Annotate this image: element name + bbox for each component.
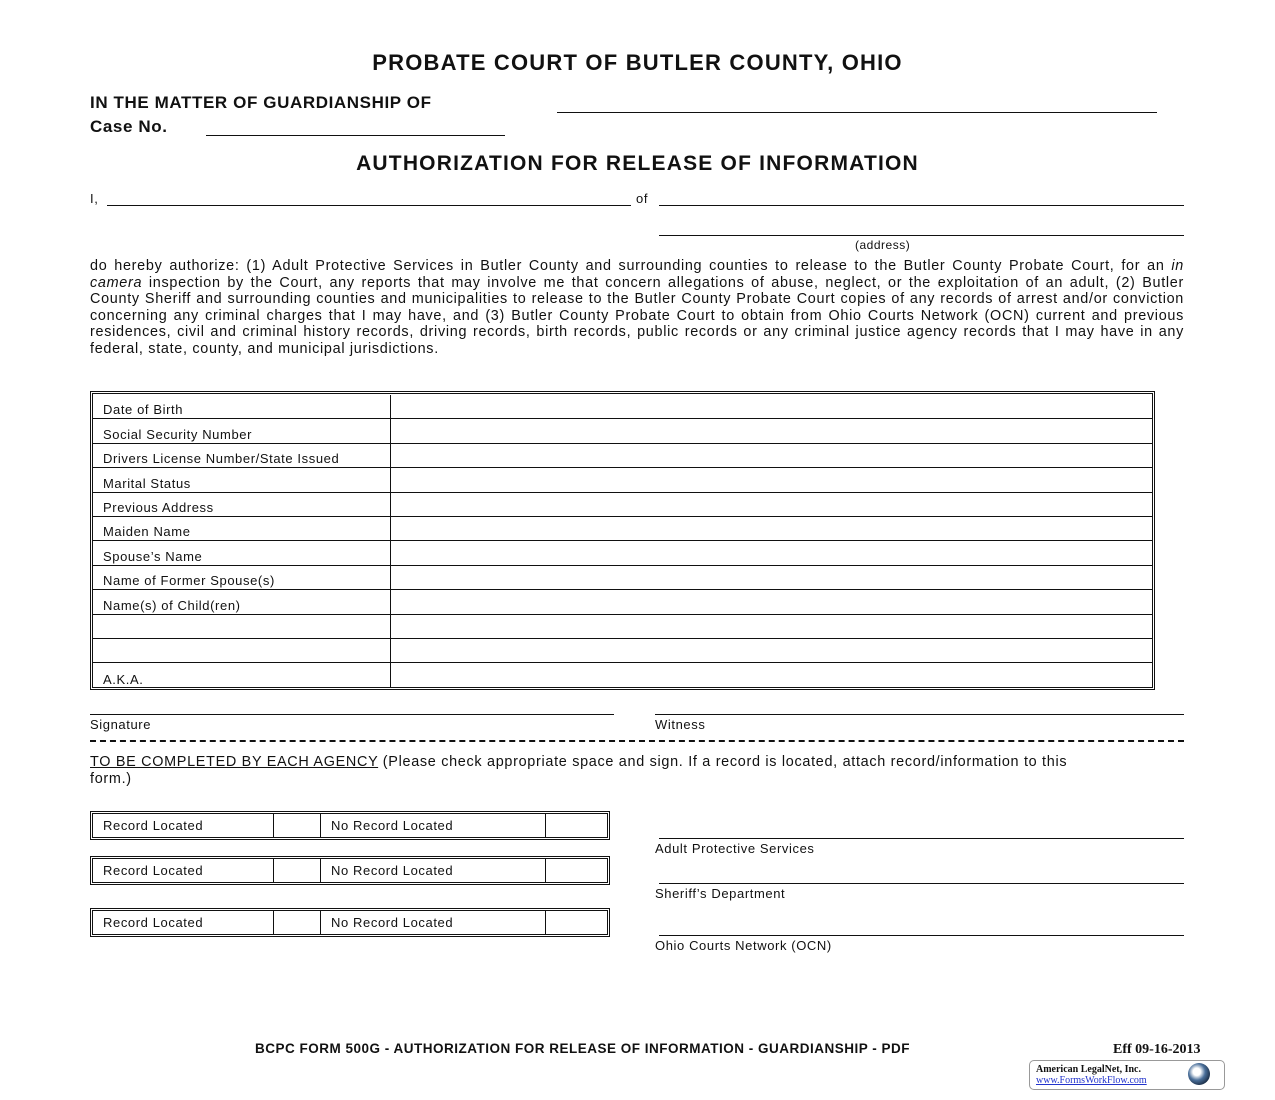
no-record-located-label: No Record Located xyxy=(331,818,454,833)
info-table-row xyxy=(93,468,1152,492)
record-located-label: Record Located xyxy=(103,915,204,930)
of-label: of xyxy=(636,191,649,206)
no-record-located-checkbox[interactable] xyxy=(545,859,604,882)
info-table-row xyxy=(93,639,1152,663)
info-table-row xyxy=(93,615,1152,639)
row-label: Name of Former Spouse(s) xyxy=(103,573,275,589)
column-divider xyxy=(390,493,391,516)
case-number-field[interactable] xyxy=(206,135,505,136)
address-field-1[interactable] xyxy=(659,205,1184,206)
column-divider xyxy=(390,639,391,662)
agency-check-box xyxy=(90,856,610,885)
row-value-field[interactable] xyxy=(392,444,1152,467)
effective-date: Eff 09-16-2013 xyxy=(1113,1042,1201,1057)
row-value-field[interactable] xyxy=(392,395,1152,418)
column-divider xyxy=(390,663,391,687)
row-value-field[interactable] xyxy=(392,639,1152,662)
record-located-label: Record Located xyxy=(103,863,204,878)
row-value-field[interactable] xyxy=(392,590,1152,613)
row-label: Spouse’s Name xyxy=(103,548,203,564)
column-divider xyxy=(390,590,391,613)
column-divider xyxy=(390,468,391,491)
row-value-field[interactable] xyxy=(392,615,1152,638)
record-located-label: Record Located xyxy=(103,818,204,833)
column-divider xyxy=(390,615,391,638)
row-value-field[interactable] xyxy=(392,419,1152,442)
info-table-row xyxy=(93,590,1152,614)
info-table-row xyxy=(93,541,1152,565)
agency-name: Sheriff’s Department xyxy=(655,886,786,901)
matter-label: IN THE MATTER OF GUARDIANSHIP OF xyxy=(90,93,432,112)
authorization-text xyxy=(90,258,1184,358)
info-table-row xyxy=(93,419,1152,443)
text-italic: in camera xyxy=(90,258,1184,291)
row-label: A.K.A. xyxy=(103,671,144,687)
form-name: BCPC FORM 500G - AUTHORIZATION FOR RELEASE OF INFORMATION - GUARDIANSHIP - PDF xyxy=(255,1041,911,1056)
agency-heading: TO BE COMPLETED BY EACH AGENCY xyxy=(90,754,379,770)
no-record-located-label: No Record Located xyxy=(331,863,454,878)
info-table-row xyxy=(93,395,1152,419)
signature-label: Signature xyxy=(90,717,152,732)
agency-signature-line[interactable] xyxy=(659,935,1184,936)
row-label: Social Security Number xyxy=(103,426,253,442)
column-divider xyxy=(390,395,391,418)
info-table-row xyxy=(93,663,1152,687)
info-table-row xyxy=(93,444,1152,468)
guardianship-name-field[interactable] xyxy=(557,112,1157,113)
record-located-checkbox[interactable] xyxy=(273,911,320,934)
vendor-name: American LegalNet, Inc. xyxy=(1036,1064,1141,1075)
column-divider xyxy=(390,541,391,564)
column-divider xyxy=(390,444,391,467)
agency-signature-line[interactable] xyxy=(659,883,1184,884)
row-label: Previous Address xyxy=(103,499,214,515)
column-divider xyxy=(390,517,391,540)
row-label: Name(s) of Child(ren) xyxy=(103,597,241,613)
vendor-link[interactable]: www.FormsWorkFlow.com xyxy=(1036,1075,1147,1086)
agency-instructions xyxy=(90,754,1090,787)
agency-name: Ohio Courts Network (OCN) xyxy=(655,938,832,953)
column-divider xyxy=(390,419,391,442)
text-part: inspection by the Court, any reports that may involve me that concern allegations of abuse, neglect, or the exploitation of an adult, (2) Butler County Sheriff and surrounding counties and municipalities to release to the Butler County Probate Court copies of any records of arrest and/or conviction concerning any criminal charges that I may have, and (3) Butler County Probate Court to obtain from Ohio Courts Network (OCN) current and previous residences, civil and criminal history records, driving records, birth records, public records or any criminal justice agency records that I may have in any federal, state, county, and municipal jurisdictions. xyxy=(90,274,1184,357)
no-record-located-checkbox[interactable] xyxy=(545,814,604,837)
row-value-field[interactable] xyxy=(392,566,1152,589)
row-label: Date of Birth xyxy=(103,402,184,418)
info-table xyxy=(90,391,1155,690)
row-value-field[interactable] xyxy=(392,541,1152,564)
witness-label: Witness xyxy=(655,717,706,732)
row-label: Maiden Name xyxy=(103,524,191,540)
agency-signature-line[interactable] xyxy=(659,838,1184,839)
text-part: do hereby authorize: (1) Adult Protective Services in Butler County and surrounding counties to release to the Butler County Probate Court, for an xyxy=(90,258,1172,274)
record-located-checkbox[interactable] xyxy=(273,859,320,882)
row-value-field[interactable] xyxy=(392,663,1152,687)
globe-logo-icon xyxy=(1188,1063,1210,1085)
form-title: AUTHORIZATION FOR RELEASE OF INFORMATION xyxy=(356,152,919,175)
agency-check-box xyxy=(90,908,610,937)
agency-instructions-text: (Please check appropriate space and sign. If a record is located, attach record/information to this form.) xyxy=(90,754,1068,787)
name-field[interactable] xyxy=(107,205,631,206)
cut-line xyxy=(90,740,1184,742)
info-table-row xyxy=(93,517,1152,541)
agency-name: Adult Protective Services xyxy=(655,841,815,856)
row-label: Drivers License Number/State Issued xyxy=(103,451,340,467)
address-field-2[interactable] xyxy=(659,235,1184,236)
no-record-located-label: No Record Located xyxy=(331,915,454,930)
witness-line[interactable] xyxy=(655,714,1184,715)
row-value-field[interactable] xyxy=(392,493,1152,516)
info-table-row xyxy=(93,566,1152,590)
row-value-field[interactable] xyxy=(392,468,1152,491)
column-divider xyxy=(390,566,391,589)
vendor-badge xyxy=(1029,1060,1225,1090)
record-located-checkbox[interactable] xyxy=(273,814,320,837)
court-title: PROBATE COURT OF BUTLER COUNTY, OHIO xyxy=(372,50,903,75)
no-record-located-checkbox[interactable] xyxy=(545,911,604,934)
case-label: Case No. xyxy=(90,117,168,136)
i-label: I, xyxy=(90,191,99,206)
address-label: (address) xyxy=(855,238,911,252)
signature-line[interactable] xyxy=(90,714,614,715)
info-table-row xyxy=(93,493,1152,517)
row-label: Marital Status xyxy=(103,475,191,491)
agency-check-box xyxy=(90,811,610,840)
row-value-field[interactable] xyxy=(392,517,1152,540)
